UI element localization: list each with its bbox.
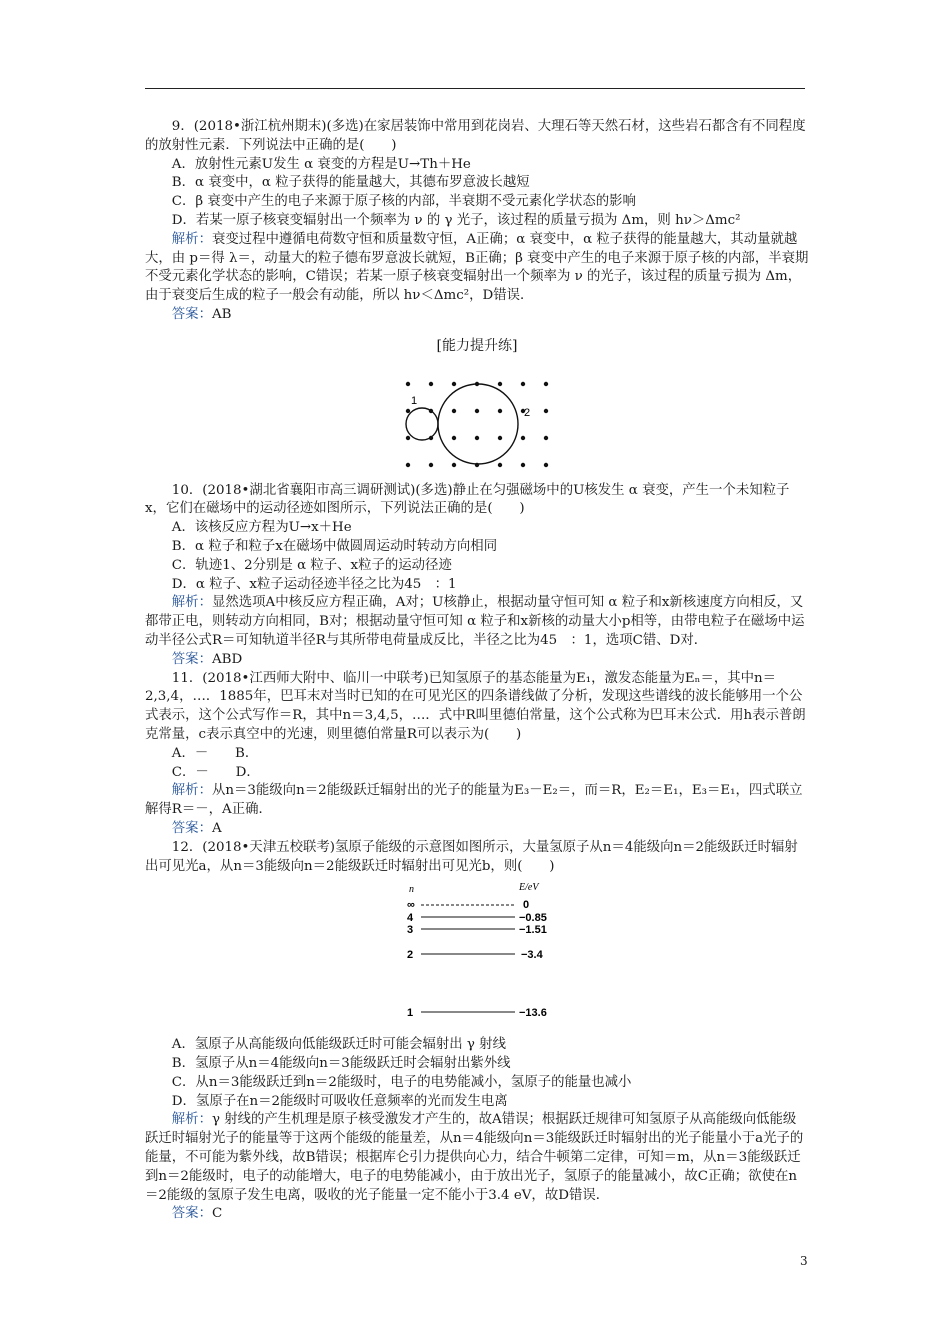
q9-option-c: C．β 衰变中产生的电子来源于原子核的内部，半衰期不受元素化学状态的影响 [171, 194, 636, 210]
q10-analysis-text: 显然选项A中核反应方程正确，A对；U核静止，根据动量守恒可知 α 粒子和x新核速度方向相反，又都带正电，则转动方向相同，B对；根据动量守恒可知 α 粒子和x新核的动量大小p相等，由带电粒子在磁场中运动半径公式R＝可知轨道半径R与其所带电荷量成反比，半径之比为45 ：1，选项C错、D对． [145, 595, 805, 648]
analysis-label: 解析： [171, 783, 212, 799]
q11-options-ab: A．－ B． [171, 745, 259, 761]
level-1-e: −13.6 [519, 1007, 547, 1020]
q9-answer-text: AB [211, 306, 232, 322]
q10-answer-text: ABD [211, 651, 243, 667]
q10-option-b: B．α 粒子和粒子x在磁场中做圆周运动时转动方向相同 [171, 538, 498, 554]
q12-option-c: C．从n＝3能级跃迁到n＝2能级时，电子的电势能减小，氢原子的能量也减小 [171, 1074, 632, 1090]
level-3-e: −1.51 [519, 924, 547, 937]
q12-option-d: D．氢原子在n＝2能级时可吸收任意频率的光而发生电离 [171, 1093, 508, 1109]
q11-options-cd: C．－ D． [171, 764, 260, 780]
q10-option-c: C．轨迹1、2分别是 α 粒子、x粒子的运动径迹 [171, 557, 452, 573]
track-1-label: 1 [411, 394, 418, 407]
q10-answer [145, 651, 809, 670]
q12-option-a: A．氢原子从高能级向低能级跃迁时可能会辐射出 γ 射线 [171, 1037, 506, 1053]
answer-label: 答案： [171, 820, 212, 836]
q9-analysis [145, 231, 809, 306]
answer-label: 答案： [171, 1206, 212, 1222]
analysis-label: 解析： [171, 1112, 212, 1128]
level-3-n: 3 [407, 924, 414, 937]
q11-analysis-text: 从n＝3能级向n＝2能级跃迁辐射出的光子的能量为E₃－E₂＝，而＝R，E₂＝E₁，E₃＝E₁，四式联立解得R＝－，A正确． [145, 783, 803, 818]
q11-analysis [145, 782, 809, 820]
q10-analysis [145, 594, 809, 650]
level-inf-e: 0 [523, 899, 530, 912]
q11-answer-text: A [211, 820, 222, 836]
section-title: [能力提升练] [436, 337, 518, 354]
level-inf-n: ∞ [407, 899, 415, 912]
track-2-circle [438, 384, 518, 464]
q9-option-d: D．若某一原子核衰变辐射出一个频率为 ν 的 γ 光子，该过程的质量亏损为 Δm，则 hν＞Δmc² [171, 212, 741, 228]
q12-answer [145, 1205, 809, 1224]
level-2-e: −3.4 [521, 949, 543, 962]
q12-answer-text: C [211, 1206, 223, 1222]
q9-stem: 9．(2018•浙江杭州期末)(多选)在家居装饰中常用到花岗岩、大理石等天然石材，这些岩石都含有不同程度的放射性元素．下列说法中正确的是( ) [145, 119, 806, 153]
field-dots [406, 381, 548, 466]
q9-analysis-text: 衰变过程中遵循电荷数守恒和质量数守恒，A正确；α 衰变中，α 粒子获得的能量越大，其动量就越大，由 p＝得 λ＝，动量大的粒子德布罗意波长就短，B正确；β 衰变中产生的电子来源于原子核的内部，半衰期不受元素化学状态的影响，C错误；若某一原子核衰变辐射出一个频率为 ν 的光子，该过程的质量亏损为 Δm，由于衰变后生成的粒子一般会有动能，所以 hν＜Δmc²，D错误． [145, 231, 809, 304]
page-number: 3 [800, 1254, 808, 1268]
energy-level-diagram [407, 880, 587, 1030]
q11-stem: 11．(2018•江西师大附中、临川一中联考)已知氢原子的基态能量为E₁，激发态能量为Eₙ＝，其中n＝2,3,4，…．1885年，巴耳末对当时已知的在可见光区的四条谱线做了分析，发现这些谱线的波长能够用一个公式表示，这个公式写作＝R，其中n＝3,4,5，…．式中R叫里德伯常量，这个公式称为巴耳末公式．用h表示普朗克常量，c表示真空中的光速，则里德伯常量R可以表示为( ) [145, 670, 806, 742]
q12-option-b: B．氢原子从n＝4能级向n＝3能级跃迁时会辐射出紫外线 [171, 1056, 511, 1072]
q9-option-b: B．α 衰变中，α 粒子获得的能量越大，其德布罗意波长越短 [171, 175, 530, 191]
q12-stem: 12．(2018•天津五校联考)氢原子能级的示意图如图所示，大量氢原子从n＝4能级向n＝2能级跃迁时辐射出可见光a，从n＝3能级向n＝2能级跃迁时辐射出可见光b，则( ) [145, 839, 798, 874]
e-header: E/eV [519, 882, 539, 894]
q11-answer [145, 820, 809, 839]
analysis-label: 解析： [171, 231, 212, 247]
answer-label: 答案： [171, 306, 212, 322]
analysis-label: 解析： [171, 595, 212, 611]
document-body [145, 118, 809, 1224]
level-4-n: 4 [407, 912, 414, 925]
level-4-e: −0.85 [519, 912, 547, 925]
q9-option-a: A．放射性元素U发生 α 衰变的方程是U→Th＋He [171, 156, 471, 172]
q10-stem: 10．(2018•湖北省襄阳市高三调研测试)(多选)静止在匀强磁场中的U核发生 α 衰变，产生一个未知粒子x，它们在磁场中的运动径迹如图所示，下列说法正确的是( ) [145, 482, 790, 517]
level-1-n: 1 [407, 1007, 414, 1020]
answer-label: 答案： [171, 651, 212, 667]
track-2-label: 2 [524, 406, 531, 419]
q10-option-a: A．该核反应方程为U→x＋He [171, 520, 352, 536]
q9-answer [145, 306, 809, 325]
magnetic-field-tracks-figure [402, 376, 552, 472]
level-2-n: 2 [407, 949, 414, 962]
n-header: n [409, 884, 414, 896]
track-1-circle [406, 408, 438, 440]
q12-analysis [145, 1111, 809, 1205]
q12-analysis-text: γ 射线的产生机理是原子核受激发才产生的，故A错误；根据跃迁规律可知氢原子从高能级向低能级跃迁时辐射光子的能量等于这两个能级的能量差，从n＝4能级向n＝3能级跃迁时辐射出的光子能量小于a光子的能量，不可能为紫外线，故B错误；根据库仑引力提供向心力，结合牛顿第二定律，可知＝m，从n＝3能级跃迁到n＝2能级时，电子的动能增大，电子的电势能减小，由于放出光子，氢原子的能量减小，故C正确；欲使在n＝2能级的氢原子发生电离，吸收的光子能量一定不能小于3.4 eV，故D错误． [145, 1112, 804, 1203]
q10-option-d: D．α 粒子、x粒子运动径迹半径之比为45 ：1 [171, 576, 457, 592]
header-rule [145, 88, 805, 89]
